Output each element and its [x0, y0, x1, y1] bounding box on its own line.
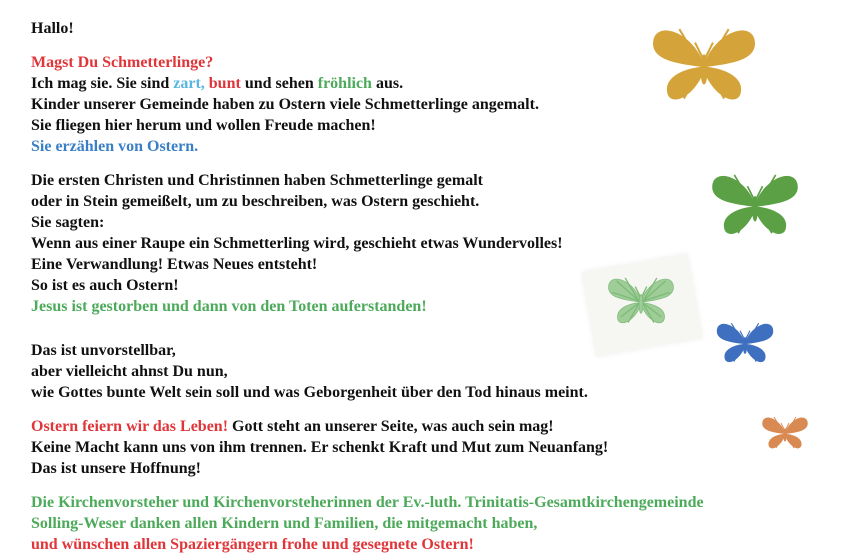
word-froehlich: fröhlich	[317, 75, 372, 92]
text: Ich mag sie. Sie sind	[31, 75, 174, 92]
text-line: Das ist unvorstellbar,	[31, 342, 176, 359]
butterfly-icon	[760, 412, 810, 454]
word-bunt: bunt	[204, 75, 241, 92]
text: Gott steht an unserer Seite, was auch sein mag!	[228, 418, 554, 435]
text-line: Sie fliegen hier herum und wollen Freude machen!	[31, 117, 376, 134]
intro-line	[31, 73, 403, 94]
text-line: Sie sagten:	[31, 214, 105, 231]
highlight-text: Ostern feiern wir das Leben!	[31, 418, 229, 435]
question-line: Magst Du Schmetterlinge?	[31, 54, 214, 71]
butterfly-icon	[708, 166, 802, 244]
easter-line	[31, 416, 554, 437]
text-line: wie Gottes bunte Welt sein soll und was Geborgenheit über den Tod hinaus meint.	[31, 384, 588, 401]
highlight-line: Jesus ist gestorben und dann von den Toten auferstanden!	[31, 298, 427, 315]
butterfly-icon	[605, 270, 677, 332]
text-line: Eine Verwandlung! Etwas Neues entsteht!	[31, 256, 318, 273]
highlight-line: Sie erzählen von Ostern.	[31, 138, 199, 155]
text: und sehen	[240, 75, 318, 92]
text-line: oder in Stein gemeißelt, um zu beschreiben, was Ostern geschieht.	[31, 193, 480, 210]
text-line: Wenn aus einer Raupe ein Schmetterling wird, geschieht etwas Wundervolles!	[31, 235, 563, 252]
closing-wish: und wünschen allen Spaziergängern frohe und gesegnete Ostern!	[31, 536, 474, 553]
text-line: Das ist unsere Hoffnung!	[31, 460, 201, 477]
butterfly-icon	[648, 16, 760, 114]
greeting: Hallo!	[31, 20, 74, 37]
text-line: Keine Macht kann uns von ihm trennen. Er schenkt Kraft und Mut zum Neuanfang!	[31, 439, 609, 456]
text-line: Die ersten Christen und Christinnen haben Schmetterlinge gemalt	[31, 172, 483, 189]
word-zart: zart,	[173, 75, 205, 92]
text-line: aber vielleicht ahnst Du nun,	[31, 363, 228, 380]
text-line: Kinder unserer Gemeinde haben zu Ostern viele Schmetterlinge angemalt.	[31, 96, 539, 113]
text-line: So ist es auch Ostern!	[31, 277, 179, 294]
closing-line: Die Kirchenvorsteher und Kirchenvorsteherinnen der Ev.-luth. Trinitatis-Gesamtkirchengemeinde	[31, 494, 704, 511]
closing-line: Solling-Weser danken allen Kindern und Familien, die mitgemacht haben,	[31, 515, 538, 532]
butterfly-icon	[714, 318, 776, 368]
text: aus.	[371, 75, 404, 92]
